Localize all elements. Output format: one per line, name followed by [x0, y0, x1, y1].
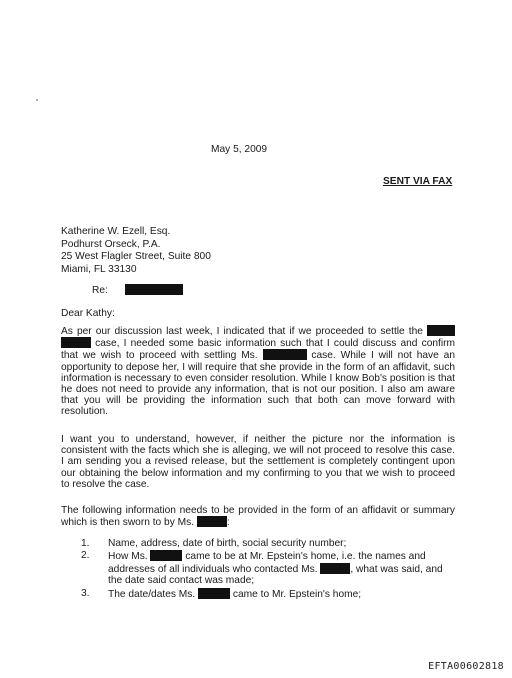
salutation: Dear Kathy: [61, 308, 115, 319]
recipient-address [61, 226, 211, 276]
paragraph-text: case. While I will not have an opportunity to depose her, I will require that she provide in the form of an affidavit, such information is necessary to even consider resolution. While I know Bob's position is that he does not need to provide any information, that is not our position. I also am aware that you will be providing the information such that both can move forward with resolution. [61, 350, 455, 418]
paragraph-text: As per our discussion last week, I indicated that if we proceeded to settle the [61, 326, 423, 337]
paragraph-1 [61, 325, 455, 418]
paragraph-2: I want you to understand, however, if neither the picture nor the information is consistent with the facts which she is alleging, we will not proceed to resolve this case. I am sending you a revised release, but the settlement is completely contingent upon our obtaining the below information and my confirming to you that we wish to proceed to resolve the case. [61, 434, 455, 490]
list-number: 3. [81, 587, 90, 599]
recipient-line: Podhurst Orseck, P.A. [61, 238, 161, 250]
bates-number: EFTA00602818 [428, 661, 504, 672]
re-line [92, 284, 183, 296]
redaction-block [263, 349, 307, 360]
letter-date: May 5, 2009 [211, 144, 268, 155]
re-label: Re: [92, 285, 108, 296]
paragraph-text: case, I needed some basic information such that I could discuss and confirm that we wish to proceed with settling Ms. [61, 338, 455, 362]
redaction-block [197, 516, 227, 527]
list-number: 1. [81, 538, 90, 549]
list-number: 2. [81, 550, 90, 562]
list-text: Name, address, date of birth, social security number; [108, 538, 347, 549]
redaction-block [150, 550, 182, 561]
list-item [81, 588, 459, 600]
list-item [81, 538, 459, 549]
redaction-block [125, 284, 183, 295]
redaction-block [320, 563, 350, 574]
list-item [81, 550, 459, 586]
recipient-line: 25 West Flagler Street, Suite 800 [61, 251, 211, 262]
recipient-line: Miami, FL 33130 [61, 263, 137, 275]
list-text: The date/dates Ms. came to Mr. Epstein's home; [108, 588, 362, 600]
redaction-block [198, 588, 230, 599]
paragraph-text: The following information needs to be provided in the form of an affidavit or summary which is then sworn to by Ms. [61, 505, 455, 529]
recipient-line: Katherine W. Ezell, Esq. [61, 226, 171, 237]
paragraph-text: : [226, 517, 230, 529]
redaction-block [427, 325, 455, 336]
list-text: How Ms. came to be at Mr. Epstein's home, i.e. the names and addresses of all individuals who contacted Ms. , what was said, and the date said contact was made; [108, 551, 443, 587]
delivery-method: SENT VIA FAX [383, 176, 453, 187]
requirements-list [81, 538, 459, 601]
paragraph-3 [61, 505, 455, 528]
scan-speck [36, 99, 38, 101]
redaction-block [61, 337, 91, 348]
